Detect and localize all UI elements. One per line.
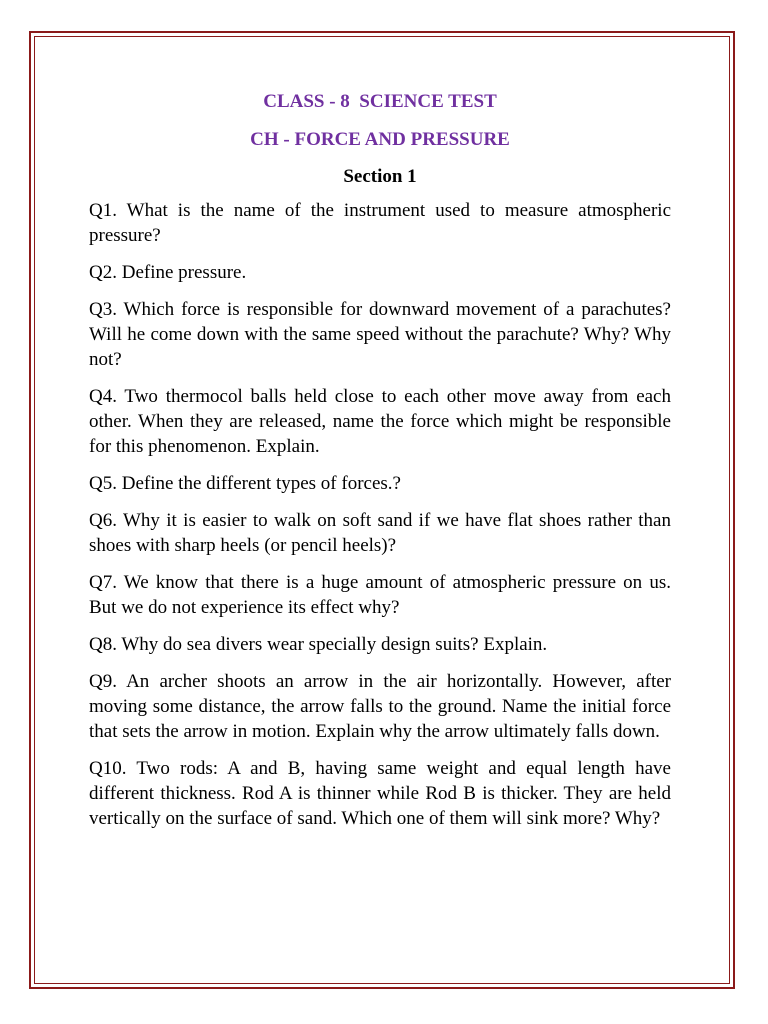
section-heading: Section 1 (343, 166, 417, 187)
question-6: Q6. Why it is easier to walk on soft sand if we have flat shoes rather than shoes with sharp heels (or pencil heels)? (89, 510, 671, 556)
question-4: Q4. Two thermocol balls held close to each other move away from each other. When they are released, name the force which might be responsible for this phenomenon. Explain. (89, 386, 671, 457)
question-3: Q3. Which force is responsible for downward movement of a parachutes? Will he come down with the same speed without the parachute? Why? Why not? (89, 299, 671, 370)
chapter-title: CH - FORCE AND PRESSURE (250, 129, 510, 150)
document-body (89, 88, 671, 831)
question-5: Q5. Define the different types of forces.? (89, 473, 401, 494)
question-8: Q8. Why do sea divers wear specially design suits? Explain. (89, 634, 548, 655)
question-10: Q10. Two rods: A and B, having same weight and equal length have different thickness. Rod A is thinner while Rod B is thicker. They are held vertically on the surface of sand. Which one of them will sink more? Why? (89, 758, 671, 829)
question-7: Q7. We know that there is a huge amount of atmospheric pressure on us. But we do not experience its effect why? (89, 572, 671, 618)
question-1: Q1. What is the name of the instrument used to measure atmospheric pressure? (89, 200, 671, 246)
question-9: Q9. An archer shoots an arrow in the air horizontally. However, after moving some distance, the arrow falls to the ground. Name the initial force that sets the arrow in motion. Explain why the arrow ultimately falls down. (89, 671, 671, 742)
question-2: Q2. Define pressure. (89, 262, 247, 283)
test-title: CLASS - 8 SCIENCE TEST (263, 91, 497, 112)
